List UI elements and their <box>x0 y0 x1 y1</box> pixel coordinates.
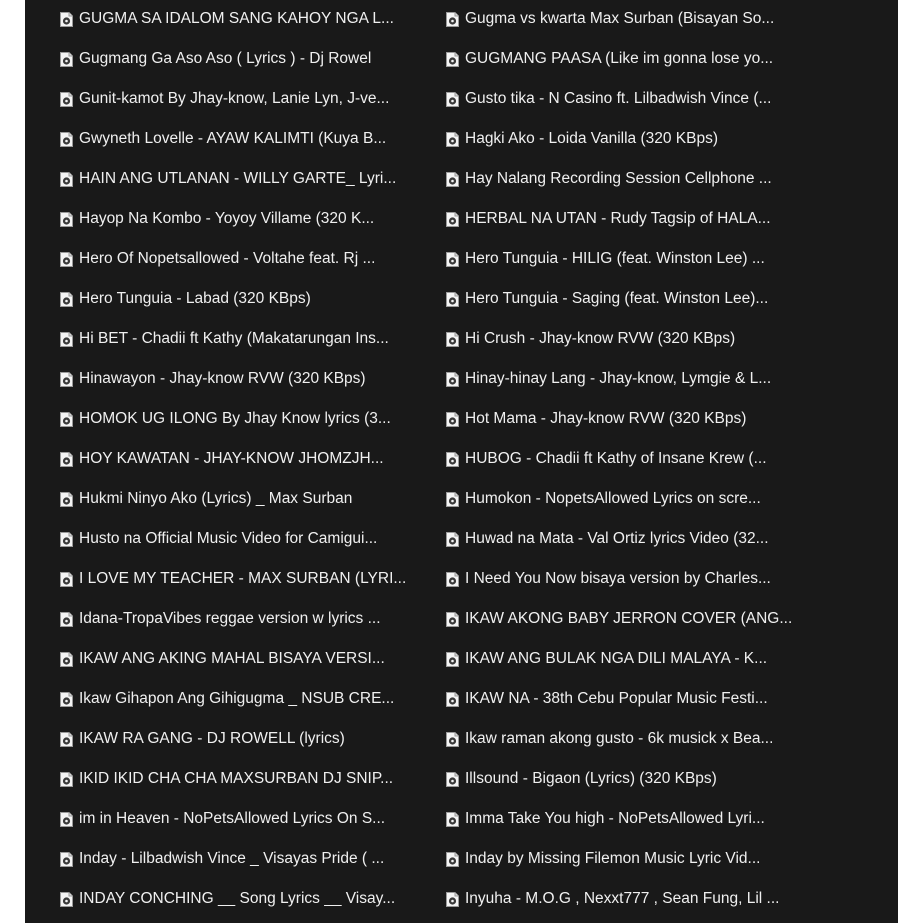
audio-file-icon <box>60 412 73 427</box>
file-item[interactable] <box>60 0 446 40</box>
file-item[interactable] <box>446 40 832 80</box>
file-name: im in Heaven - NoPetsAllowed Lyrics On S... <box>79 810 386 827</box>
audio-file-icon <box>60 12 73 27</box>
file-item[interactable] <box>60 560 446 600</box>
file-item[interactable] <box>60 600 446 640</box>
file-name: Hinay-hinay Lang - Jhay-know, Lymgie & L... <box>465 370 772 387</box>
file-name: Ikaw raman akong gusto - 6k musick x Bea... <box>465 730 774 747</box>
audio-file-icon <box>446 532 459 547</box>
file-item[interactable] <box>446 200 832 240</box>
file-name: Hero Tunguia - Saging (feat. Winston Lee)... <box>465 290 769 307</box>
audio-file-icon <box>60 572 73 587</box>
audio-file-icon <box>446 492 459 507</box>
file-item[interactable] <box>60 680 446 720</box>
file-item[interactable] <box>60 720 446 760</box>
file-name: Gunit-kamot By Jhay-know, Lanie Lyn, J-ve... <box>79 90 390 107</box>
file-name: Hay Nalang Recording Session Cellphone ... <box>465 170 772 187</box>
audio-file-icon <box>60 772 73 787</box>
file-item[interactable] <box>446 0 832 40</box>
audio-file-icon <box>446 892 459 907</box>
file-item[interactable] <box>446 800 832 840</box>
file-item[interactable] <box>60 200 446 240</box>
audio-file-icon <box>446 852 459 867</box>
file-name: Hi Crush - Jhay-know RVW (320 KBps) <box>465 330 736 347</box>
audio-file-icon <box>446 252 459 267</box>
file-item[interactable] <box>446 160 832 200</box>
audio-file-icon <box>60 332 73 347</box>
file-item[interactable] <box>446 280 832 320</box>
file-item[interactable] <box>446 600 832 640</box>
file-item[interactable] <box>60 760 446 800</box>
file-name: Humokon - NopetsAllowed Lyrics on scre... <box>465 490 761 507</box>
file-item[interactable] <box>446 760 832 800</box>
file-item[interactable] <box>446 520 832 560</box>
audio-file-icon <box>446 92 459 107</box>
file-item[interactable] <box>60 400 446 440</box>
file-name: HOY KAWATAN - JHAY-KNOW JHOMZJH... <box>79 450 384 467</box>
file-name: Hero Tunguia - Labad (320 KBps) <box>79 290 311 307</box>
file-item[interactable] <box>60 840 446 880</box>
file-item[interactable] <box>446 400 832 440</box>
file-name: HAIN ANG UTLANAN - WILLY GARTE_ Lyri... <box>79 170 397 187</box>
audio-file-icon <box>446 612 459 627</box>
file-name: Hayop Na Kombo - Yoyoy Villame (320 K... <box>79 210 375 227</box>
file-name: Imma Take You high - NoPetsAllowed Lyri... <box>465 810 765 827</box>
audio-file-icon <box>60 732 73 747</box>
audio-file-icon <box>60 452 73 467</box>
file-name: Ikaw Gihapon Ang Gihigugma _ NSUB CRE... <box>79 690 395 707</box>
file-item[interactable] <box>446 240 832 280</box>
file-item[interactable] <box>60 120 446 160</box>
file-item[interactable] <box>60 240 446 280</box>
audio-file-icon <box>446 12 459 27</box>
audio-file-icon <box>60 852 73 867</box>
audio-file-icon <box>60 212 73 227</box>
audio-file-icon <box>60 92 73 107</box>
file-name: I Need You Now bisaya version by Charles... <box>465 570 771 587</box>
file-item[interactable] <box>60 800 446 840</box>
audio-file-icon <box>60 172 73 187</box>
file-name: IKID IKID CHA CHA MAXSURBAN DJ SNIP... <box>79 770 394 787</box>
audio-file-icon <box>446 292 459 307</box>
file-item[interactable] <box>446 360 832 400</box>
file-name: INDAY CONCHING __ Song Lyrics __ Visay... <box>79 890 396 907</box>
audio-file-icon <box>60 612 73 627</box>
file-name: Huwad na Mata - Val Ortiz lyrics Video (32... <box>465 530 769 547</box>
file-name: Hero Of Nopetsallowed - Voltahe feat. Rj ... <box>79 250 376 267</box>
file-item[interactable] <box>60 360 446 400</box>
file-name: Hagki Ako - Loida Vanilla (320 KBps) <box>465 130 719 147</box>
file-item[interactable] <box>60 440 446 480</box>
audio-file-icon <box>446 172 459 187</box>
file-item[interactable] <box>446 840 832 880</box>
file-name: Gugmang Ga Aso Aso ( Lyrics ) - Dj Rowel <box>79 50 372 67</box>
file-name: Idana-TropaVibes reggae version w lyrics ... <box>79 610 381 627</box>
file-name: IKAW NA - 38th Cebu Popular Music Festi... <box>465 690 768 707</box>
file-name: IKAW AKONG BABY JERRON COVER (ANG... <box>465 610 793 627</box>
file-item[interactable] <box>60 40 446 80</box>
audio-file-icon <box>446 52 459 67</box>
file-item[interactable] <box>60 320 446 360</box>
file-name: Hi BET - Chadii ft Kathy (Makatarungan Ins... <box>79 330 389 347</box>
file-name: HOMOK UG ILONG By Jhay Know lyrics (3... <box>79 410 391 427</box>
audio-file-icon <box>446 132 459 147</box>
file-name: HERBAL NA UTAN - Rudy Tagsip of HALA... <box>465 210 771 227</box>
file-item[interactable] <box>60 80 446 120</box>
file-grid <box>25 0 898 920</box>
file-item[interactable] <box>60 280 446 320</box>
audio-file-icon <box>446 452 459 467</box>
file-name: Inday - Lilbadwish Vince _ Visayas Pride ( ... <box>79 850 385 867</box>
file-name: Inyuha - M.O.G , Nexxt777 , Sean Fung, Lil ... <box>465 890 780 907</box>
audio-file-icon <box>446 732 459 747</box>
audio-file-icon <box>60 532 73 547</box>
audio-file-icon <box>446 572 459 587</box>
audio-file-icon <box>446 652 459 667</box>
audio-file-icon <box>60 892 73 907</box>
file-item[interactable] <box>446 320 832 360</box>
file-name: I LOVE MY TEACHER - MAX SURBAN (LYRI... <box>79 570 407 587</box>
file-name: IKAW ANG BULAK NGA DILI MALAYA - K... <box>465 650 768 667</box>
file-item[interactable] <box>60 640 446 680</box>
audio-file-icon <box>446 692 459 707</box>
audio-file-icon <box>446 412 459 427</box>
file-item[interactable] <box>446 640 832 680</box>
file-name: Hot Mama - Jhay-know RVW (320 KBps) <box>465 410 747 427</box>
audio-file-icon <box>60 492 73 507</box>
file-name: Gusto tika - N Casino ft. Lilbadwish Vince (... <box>465 90 772 107</box>
file-item[interactable] <box>60 520 446 560</box>
audio-file-icon <box>60 652 73 667</box>
audio-file-icon <box>446 212 459 227</box>
audio-file-icon <box>60 52 73 67</box>
file-item[interactable] <box>446 720 832 760</box>
audio-file-icon <box>446 812 459 827</box>
file-list-pane[interactable] <box>25 0 898 923</box>
file-item[interactable] <box>446 480 832 520</box>
file-item[interactable] <box>446 440 832 480</box>
file-item[interactable] <box>60 480 446 520</box>
file-name: IKAW ANG AKING MAHAL BISAYA VERSI... <box>79 650 385 667</box>
file-name: Gugma vs kwarta Max Surban (Bisayan So... <box>465 10 775 27</box>
audio-file-icon <box>60 292 73 307</box>
audio-file-icon <box>60 692 73 707</box>
file-name: Hinawayon - Jhay-know RVW (320 KBps) <box>79 370 366 387</box>
file-name: Gwyneth Lovelle - AYAW KALIMTI (Kuya B... <box>79 130 387 147</box>
file-name: GUGMA SA IDALOM SANG KAHOY NGA L... <box>79 10 394 27</box>
audio-file-icon <box>60 372 73 387</box>
file-name: Illsound - Bigaon (Lyrics) (320 KBps) <box>465 770 717 787</box>
file-item[interactable] <box>446 120 832 160</box>
file-name: GUGMANG PAASA (Like im gonna lose yo... <box>465 50 774 67</box>
file-item[interactable] <box>60 160 446 200</box>
file-name: Husto na Official Music Video for Camigui... <box>79 530 378 547</box>
file-name: IKAW RA GANG - DJ ROWELL (lyrics) <box>79 730 345 747</box>
file-name: Inday by Missing Filemon Music Lyric Vid... <box>465 850 761 867</box>
file-item[interactable] <box>446 80 832 120</box>
file-item[interactable] <box>446 880 832 920</box>
file-item[interactable] <box>446 680 832 720</box>
file-name: HUBOG - Chadii ft Kathy of Insane Krew (... <box>465 450 767 467</box>
file-name: Hukmi Ninyo Ako (Lyrics) _ Max Surban <box>79 490 353 507</box>
audio-file-icon <box>60 252 73 267</box>
audio-file-icon <box>60 132 73 147</box>
audio-file-icon <box>60 812 73 827</box>
file-item[interactable] <box>60 880 446 920</box>
audio-file-icon <box>446 332 459 347</box>
audio-file-icon <box>446 372 459 387</box>
file-name: Hero Tunguia - HILIG (feat. Winston Lee) ... <box>465 250 765 267</box>
audio-file-icon <box>446 772 459 787</box>
file-item[interactable] <box>446 560 832 600</box>
